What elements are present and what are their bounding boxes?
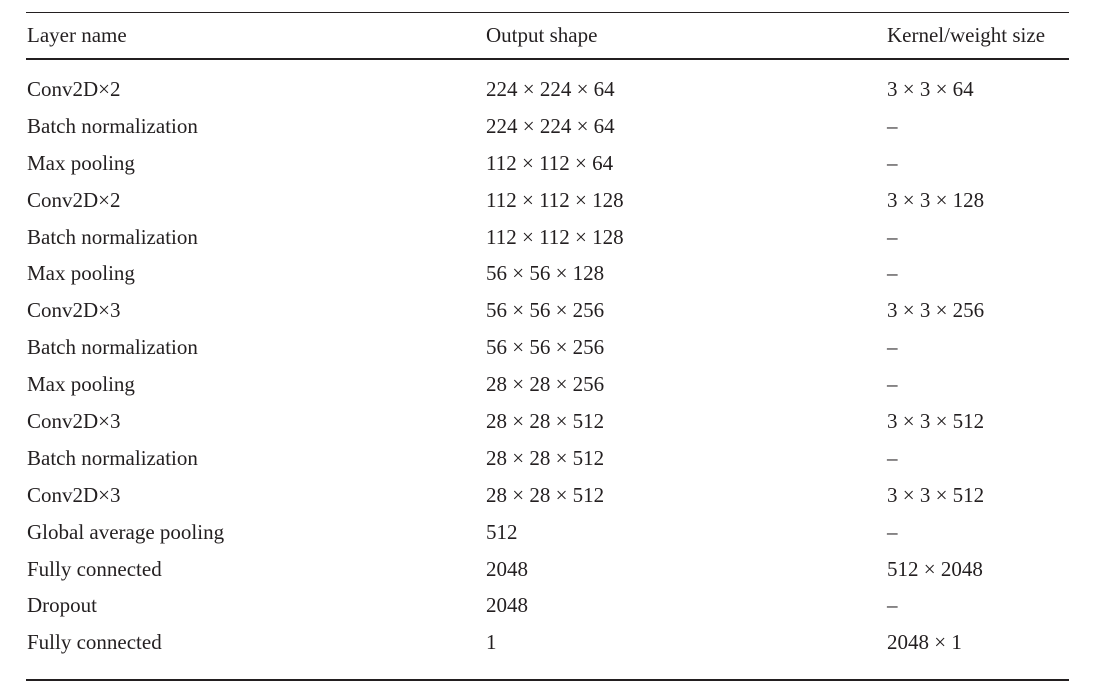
table-cell-output-shape: 28 × 28 × 512	[486, 445, 605, 470]
table-cell-layer-name: Max pooling	[27, 372, 135, 397]
table-cell-kernel-size: 512 × 2048	[887, 556, 983, 581]
table-cell-kernel-size: 3 × 3 × 512	[887, 482, 985, 507]
header-layer-name: Layer name	[27, 23, 127, 47]
table-cell-kernel-size: 3 × 3 × 512	[887, 409, 985, 434]
table-cell-layer-name: Conv2D×3	[27, 409, 121, 434]
table-cell-kernel-size: –	[887, 113, 898, 138]
table-cell-output-shape: 2048	[486, 556, 528, 581]
table-row	[26, 225, 1069, 262]
table-row	[26, 298, 1069, 335]
table-cell-output-shape: 112 × 112 × 128	[486, 224, 624, 249]
layer-table	[26, 12, 1069, 681]
table-cell-output-shape: 28 × 28 × 256	[486, 372, 605, 397]
table-cell-layer-name: Conv2D×2	[27, 77, 121, 101]
table-cell-layer-name: Batch normalization	[27, 113, 198, 138]
table-row	[26, 335, 1069, 372]
table-cell-output-shape: 2048	[486, 593, 528, 618]
table-cell-layer-name: Fully connected	[27, 630, 162, 655]
table-cell-layer-name: Dropout	[27, 593, 97, 618]
table-cell-layer-name: Max pooling	[27, 150, 135, 175]
header-kernel-weight-size: Kernel/weight size	[887, 23, 1046, 47]
table-cell-layer-name: Batch normalization	[27, 224, 198, 249]
table-row	[26, 409, 1069, 446]
table-row	[26, 261, 1069, 298]
table-cell-kernel-size: 3 × 3 × 64	[887, 77, 974, 101]
table-cell-output-shape: 56 × 56 × 128	[486, 261, 605, 286]
table-cell-output-shape: 112 × 112 × 128	[486, 187, 624, 212]
table-cell-output-shape: 28 × 28 × 512	[486, 409, 605, 434]
table-cell-layer-name: Batch normalization	[27, 445, 198, 470]
table-cell-output-shape: 1	[486, 630, 497, 655]
table-cell-output-shape: 28 × 28 × 512	[486, 482, 605, 507]
table-cell-kernel-size: 2048 × 1	[887, 630, 962, 655]
table-cell-output-shape: 512	[486, 519, 518, 544]
table-cell-layer-name: Fully connected	[27, 556, 162, 581]
table-row	[26, 188, 1069, 225]
table-row	[26, 483, 1069, 520]
table-row	[26, 630, 1069, 667]
table-cell-kernel-size: –	[887, 445, 898, 470]
table-row	[26, 446, 1069, 483]
table-row	[26, 520, 1069, 557]
table-row	[26, 114, 1069, 151]
table-cell-kernel-size: –	[887, 372, 898, 397]
table-cell-kernel-size: –	[887, 519, 898, 544]
table-row	[26, 151, 1069, 188]
table-cell-output-shape: 224 × 224 × 64	[486, 113, 615, 138]
table-cell-layer-name: Conv2D×3	[27, 482, 121, 507]
table-cell-layer-name: Conv2D×2	[27, 187, 121, 212]
table-cell-kernel-size: –	[887, 224, 898, 249]
table-cell-output-shape: 56 × 56 × 256	[486, 335, 605, 360]
table-cell-layer-name: Max pooling	[27, 261, 135, 286]
table-bottom-rule	[26, 679, 1069, 681]
table-cell-layer-name: Global average pooling	[27, 519, 225, 544]
table-body	[26, 60, 1069, 679]
table-cell-output-shape: 56 × 56 × 256	[486, 298, 605, 323]
table-cell-layer-name: Batch normalization	[27, 335, 198, 360]
table-cell-layer-name: Conv2D×3	[27, 298, 121, 323]
table-row	[26, 372, 1069, 409]
table-cell-output-shape: 112 × 112 × 64	[486, 150, 614, 175]
table-header-row	[26, 13, 1069, 58]
table-row	[26, 593, 1069, 630]
header-output-shape: Output shape	[486, 23, 598, 47]
table-cell-kernel-size: 3 × 3 × 256	[887, 298, 985, 323]
table-cell-kernel-size: –	[887, 150, 898, 175]
table-cell-output-shape: 224 × 224 × 64	[486, 77, 615, 101]
table-row	[26, 77, 1069, 114]
table-cell-kernel-size: –	[887, 335, 898, 360]
table-cell-kernel-size: 3 × 3 × 128	[887, 187, 985, 212]
table-row	[26, 557, 1069, 594]
table-cell-kernel-size: –	[887, 593, 898, 618]
table-cell-kernel-size: –	[887, 261, 898, 286]
